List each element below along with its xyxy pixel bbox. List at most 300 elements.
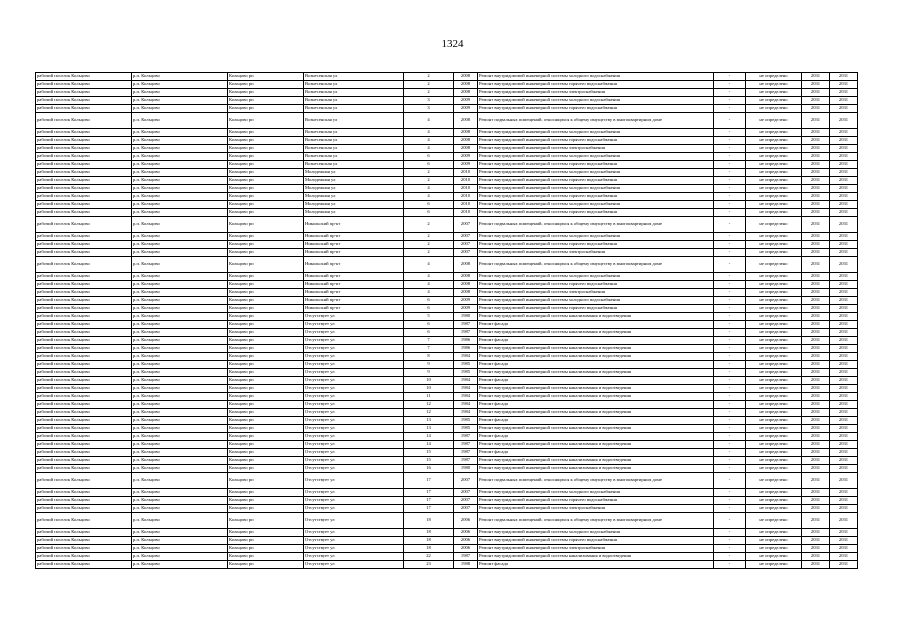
- street-cell: Отсутствует ул: [304, 505, 404, 513]
- municipality-cell: рабочий поселок Кольцово: [36, 97, 132, 105]
- cost-cell: не определено: [746, 337, 802, 345]
- plan-year-start-cell: 2031: [802, 105, 830, 113]
- plan-year-end-cell: 2031: [830, 345, 858, 353]
- work-type-cell: Ремонт подвальных помещений, относящихся к общему имуществу в многоквартирном доме: [478, 217, 714, 233]
- dash-cell: -: [714, 105, 746, 113]
- municipality-cell: рабочий поселок Кольцово: [36, 385, 132, 393]
- plan-year-start-cell: 2031: [802, 145, 830, 153]
- plan-year-start-cell: 2031: [802, 249, 830, 257]
- cost-cell: не определено: [746, 289, 802, 297]
- municipality-cell: рабочий поселок Кольцово: [36, 233, 132, 241]
- work-type-cell: Ремонт внутридомовой инженерной системы холодного водоснабжения: [478, 233, 714, 241]
- house-number-cell: 14: [404, 441, 454, 449]
- work-type-cell: Ремонт подвальных помещений, относящихся к общему имуществу в многоквартирном доме: [478, 473, 714, 489]
- settlement-cell: р.п. Кольцово: [132, 417, 228, 425]
- build-year-cell: 1986: [454, 337, 478, 345]
- plan-year-end-cell: 2031: [830, 473, 858, 489]
- dash-cell: -: [714, 129, 746, 137]
- build-year-cell: 1985: [454, 417, 478, 425]
- table-row: [36, 81, 858, 89]
- municipality-cell: рабочий поселок Кольцово: [36, 217, 132, 233]
- table-row: [36, 537, 858, 545]
- cost-cell: не определено: [746, 449, 802, 457]
- plan-year-end-cell: 2031: [830, 449, 858, 457]
- cost-cell: не определено: [746, 529, 802, 537]
- plan-year-end-cell: 2031: [830, 553, 858, 561]
- house-number-cell: 4: [404, 137, 454, 145]
- municipality-cell: рабочий поселок Кольцово: [36, 441, 132, 449]
- street-cell: Никольский пр-кт: [304, 305, 404, 313]
- locality-cell: Кольцово рп: [228, 329, 304, 337]
- cost-cell: не определено: [746, 321, 802, 329]
- registry-body: [36, 73, 858, 569]
- table-row: [36, 217, 858, 233]
- municipality-cell: рабочий поселок Кольцово: [36, 161, 132, 169]
- cost-cell: не определено: [746, 353, 802, 361]
- street-cell: Отсутствует ул: [304, 345, 404, 353]
- street-cell: Отсутствует ул: [304, 537, 404, 545]
- municipality-cell: рабочий поселок Кольцово: [36, 401, 132, 409]
- plan-year-end-cell: 2031: [830, 497, 858, 505]
- settlement-cell: р.п. Кольцово: [132, 449, 228, 457]
- locality-cell: Кольцово рп: [228, 537, 304, 545]
- settlement-cell: р.п. Кольцово: [132, 361, 228, 369]
- cost-cell: не определено: [746, 281, 802, 289]
- build-year-cell: 1987: [454, 457, 478, 465]
- work-type-cell: Ремонт фасада: [478, 417, 714, 425]
- table-row: [36, 113, 858, 129]
- municipality-cell: рабочий поселок Кольцово: [36, 425, 132, 433]
- plan-year-end-cell: 2031: [830, 289, 858, 297]
- house-number-cell: 4: [404, 257, 454, 273]
- cost-cell: не определено: [746, 193, 802, 201]
- work-type-cell: Ремонт внутридомовой инженерной системы канализования и водоотведения: [478, 369, 714, 377]
- work-type-cell: Ремонт внутридомовой инженерной системы канализования и водоотведения: [478, 345, 714, 353]
- house-number-cell: 6: [404, 161, 454, 169]
- table-row: [36, 441, 858, 449]
- plan-year-start-cell: 2031: [802, 345, 830, 353]
- settlement-cell: р.п. Кольцово: [132, 441, 228, 449]
- work-type-cell: Ремонт внутридомовой инженерной системы горячего водоснабжения: [478, 497, 714, 505]
- build-year-cell: 2006: [454, 513, 478, 529]
- build-year-cell: 2007: [454, 489, 478, 497]
- municipality-cell: рабочий поселок Кольцово: [36, 489, 132, 497]
- locality-cell: Кольцово рп: [228, 561, 304, 569]
- cost-cell: не определено: [746, 313, 802, 321]
- cost-cell: не определено: [746, 97, 802, 105]
- work-type-cell: Ремонт внутридомовой инженерной системы холодного водоснабжения: [478, 97, 714, 105]
- municipality-cell: рабочий поселок Кольцово: [36, 537, 132, 545]
- settlement-cell: р.п. Кольцово: [132, 297, 228, 305]
- street-cell: Отсутствует ул: [304, 393, 404, 401]
- dash-cell: -: [714, 505, 746, 513]
- settlement-cell: р.п. Кольцово: [132, 345, 228, 353]
- plan-year-start-cell: 2031: [802, 297, 830, 305]
- settlement-cell: р.п. Кольцово: [132, 377, 228, 385]
- build-year-cell: 2008: [454, 81, 478, 89]
- house-number-cell: 7: [404, 345, 454, 353]
- cost-cell: не определено: [746, 441, 802, 449]
- work-type-cell: Ремонт внутридомовой инженерной системы горячего водоснабжения: [478, 81, 714, 89]
- work-type-cell: Ремонт фасада: [478, 377, 714, 385]
- work-type-cell: Ремонт внутридомовой инженерной системы канализования и водоотведения: [478, 441, 714, 449]
- locality-cell: Кольцово рп: [228, 441, 304, 449]
- build-year-cell: 2008: [454, 281, 478, 289]
- dash-cell: -: [714, 73, 746, 81]
- cost-cell: не определено: [746, 377, 802, 385]
- cost-cell: не определено: [746, 425, 802, 433]
- dash-cell: -: [714, 273, 746, 281]
- cost-cell: не определено: [746, 545, 802, 553]
- settlement-cell: р.п. Кольцово: [132, 201, 228, 209]
- street-cell: Отсутствует ул: [304, 545, 404, 553]
- house-number-cell: 15: [404, 457, 454, 465]
- work-type-cell: Ремонт внутридомовой инженерной системы горячего водоснабжения: [478, 209, 714, 217]
- work-type-cell: Ремонт внутридомовой инженерной системы канализования и водоотведения: [478, 553, 714, 561]
- settlement-cell: р.п. Кольцово: [132, 113, 228, 129]
- cost-cell: не определено: [746, 361, 802, 369]
- cost-cell: не определено: [746, 89, 802, 97]
- street-cell: Вознесенская ул: [304, 161, 404, 169]
- street-cell: Молодежная ул: [304, 193, 404, 201]
- municipality-cell: рабочий поселок Кольцово: [36, 241, 132, 249]
- dash-cell: -: [714, 169, 746, 177]
- work-type-cell: Ремонт внутридомовой инженерной системы канализования и водоотведения: [478, 329, 714, 337]
- work-type-cell: Ремонт внутридомовой инженерной системы канализования и водоотведения: [478, 425, 714, 433]
- table-row: [36, 97, 858, 105]
- plan-year-start-cell: 2031: [802, 161, 830, 169]
- settlement-cell: р.п. Кольцово: [132, 73, 228, 81]
- cost-cell: не определено: [746, 177, 802, 185]
- cost-cell: не определено: [746, 249, 802, 257]
- plan-year-start-cell: 2031: [802, 193, 830, 201]
- plan-year-start-cell: 2031: [802, 537, 830, 545]
- work-type-cell: Ремонт внутридомовой инженерной системы электроснабжения: [478, 545, 714, 553]
- house-number-cell: 4: [404, 185, 454, 193]
- plan-year-start-cell: 2031: [802, 137, 830, 145]
- cost-cell: не определено: [746, 273, 802, 281]
- dash-cell: -: [714, 241, 746, 249]
- cost-cell: не определено: [746, 409, 802, 417]
- municipality-cell: рабочий поселок Кольцово: [36, 297, 132, 305]
- dash-cell: -: [714, 489, 746, 497]
- locality-cell: Кольцово рп: [228, 97, 304, 105]
- locality-cell: Кольцово рп: [228, 153, 304, 161]
- settlement-cell: р.п. Кольцово: [132, 353, 228, 361]
- table-row: [36, 457, 858, 465]
- locality-cell: Кольцово рп: [228, 169, 304, 177]
- work-type-cell: Ремонт внутридомовой инженерной системы канализования и водоотведения: [478, 409, 714, 417]
- street-cell: Вознесенская ул: [304, 153, 404, 161]
- plan-year-end-cell: 2031: [830, 385, 858, 393]
- table-row: [36, 489, 858, 497]
- settlement-cell: р.п. Кольцово: [132, 137, 228, 145]
- cost-cell: не определено: [746, 257, 802, 273]
- work-type-cell: Ремонт внутридомовой инженерной системы горячего водоснабжения: [478, 281, 714, 289]
- locality-cell: Кольцово рп: [228, 473, 304, 489]
- house-number-cell: 16: [404, 465, 454, 473]
- table-row: [36, 361, 858, 369]
- plan-year-start-cell: 2031: [802, 241, 830, 249]
- dash-cell: -: [714, 417, 746, 425]
- plan-year-start-cell: 2031: [802, 321, 830, 329]
- dash-cell: -: [714, 81, 746, 89]
- locality-cell: Кольцово рп: [228, 433, 304, 441]
- locality-cell: Кольцово рп: [228, 193, 304, 201]
- page-number: 1324: [441, 38, 464, 50]
- plan-year-start-cell: 2031: [802, 305, 830, 313]
- municipality-cell: рабочий поселок Кольцово: [36, 545, 132, 553]
- plan-year-start-cell: 2031: [802, 409, 830, 417]
- settlement-cell: р.п. Кольцово: [132, 457, 228, 465]
- locality-cell: Кольцово рп: [228, 513, 304, 529]
- table-row: [36, 305, 858, 313]
- settlement-cell: р.п. Кольцово: [132, 249, 228, 257]
- street-cell: Отсутствует ул: [304, 513, 404, 529]
- build-year-cell: 1985: [454, 369, 478, 377]
- dash-cell: -: [714, 369, 746, 377]
- build-year-cell: 2006: [454, 545, 478, 553]
- dash-cell: -: [714, 289, 746, 297]
- settlement-cell: р.п. Кольцово: [132, 513, 228, 529]
- work-type-cell: Ремонт внутридомовой инженерной системы канализования и водоотведения: [478, 457, 714, 465]
- settlement-cell: р.п. Кольцово: [132, 401, 228, 409]
- municipality-cell: рабочий поселок Кольцово: [36, 273, 132, 281]
- house-number-cell: 2: [404, 233, 454, 241]
- dash-cell: -: [714, 281, 746, 289]
- street-cell: Никольский пр-кт: [304, 217, 404, 233]
- build-year-cell: 1988: [454, 561, 478, 569]
- plan-year-start-cell: 2031: [802, 209, 830, 217]
- plan-year-end-cell: 2031: [830, 401, 858, 409]
- municipality-cell: рабочий поселок Кольцово: [36, 105, 132, 113]
- street-cell: Отсутствует ул: [304, 361, 404, 369]
- locality-cell: Кольцово рп: [228, 217, 304, 233]
- municipality-cell: рабочий поселок Кольцово: [36, 497, 132, 505]
- build-year-cell: 2010: [454, 201, 478, 209]
- dash-cell: -: [714, 185, 746, 193]
- dash-cell: -: [714, 497, 746, 505]
- plan-year-end-cell: 2031: [830, 73, 858, 81]
- street-cell: Вознесенская ул: [304, 81, 404, 89]
- locality-cell: Кольцово рп: [228, 393, 304, 401]
- table-row: [36, 209, 858, 217]
- dash-cell: -: [714, 385, 746, 393]
- house-number-cell: 17: [404, 489, 454, 497]
- municipality-cell: рабочий поселок Кольцово: [36, 209, 132, 217]
- municipality-cell: рабочий поселок Кольцово: [36, 257, 132, 273]
- plan-year-start-cell: 2031: [802, 129, 830, 137]
- dash-cell: -: [714, 377, 746, 385]
- repair-registry-table: [35, 72, 858, 569]
- locality-cell: Кольцово рп: [228, 273, 304, 281]
- settlement-cell: р.п. Кольцово: [132, 217, 228, 233]
- build-year-cell: 2008: [454, 137, 478, 145]
- plan-year-start-cell: 2031: [802, 361, 830, 369]
- cost-cell: не определено: [746, 417, 802, 425]
- plan-year-end-cell: 2031: [830, 409, 858, 417]
- street-cell: Отсутствует ул: [304, 425, 404, 433]
- table-row: [36, 201, 858, 209]
- dash-cell: -: [714, 249, 746, 257]
- plan-year-end-cell: 2031: [830, 441, 858, 449]
- settlement-cell: р.п. Кольцово: [132, 505, 228, 513]
- plan-year-start-cell: 2031: [802, 561, 830, 569]
- dash-cell: -: [714, 457, 746, 465]
- cost-cell: не определено: [746, 217, 802, 233]
- build-year-cell: 2006: [454, 529, 478, 537]
- plan-year-end-cell: 2031: [830, 329, 858, 337]
- work-type-cell: Ремонт внутридомовой инженерной системы холодного водоснабжения: [478, 169, 714, 177]
- table-row: [36, 153, 858, 161]
- plan-year-start-cell: 2031: [802, 497, 830, 505]
- municipality-cell: рабочий поселок Кольцово: [36, 369, 132, 377]
- locality-cell: Кольцово рп: [228, 417, 304, 425]
- house-number-cell: 9: [404, 369, 454, 377]
- house-number-cell: 5: [404, 313, 454, 321]
- work-type-cell: Ремонт внутридомовой инженерной системы электроснабжения: [478, 505, 714, 513]
- house-number-cell: 12: [404, 401, 454, 409]
- build-year-cell: 1985: [454, 361, 478, 369]
- municipality-cell: рабочий поселок Кольцово: [36, 457, 132, 465]
- plan-year-end-cell: 2031: [830, 129, 858, 137]
- house-number-cell: 7: [404, 337, 454, 345]
- cost-cell: не определено: [746, 401, 802, 409]
- settlement-cell: р.п. Кольцово: [132, 337, 228, 345]
- plan-year-end-cell: 2031: [830, 209, 858, 217]
- work-type-cell: Ремонт внутридомовой инженерной системы холодного водоснабжения: [478, 489, 714, 497]
- street-cell: Никольский пр-кт: [304, 289, 404, 297]
- table-row: [36, 257, 858, 273]
- work-type-cell: Ремонт внутридомовой инженерной системы канализования и водоотведения: [478, 313, 714, 321]
- plan-year-end-cell: 2031: [830, 193, 858, 201]
- plan-year-end-cell: 2031: [830, 305, 858, 313]
- cost-cell: не определено: [746, 209, 802, 217]
- work-type-cell: Ремонт внутридомовой инженерной системы горячего водоснабжения: [478, 105, 714, 113]
- dash-cell: -: [714, 305, 746, 313]
- plan-year-end-cell: 2031: [830, 393, 858, 401]
- municipality-cell: рабочий поселок Кольцово: [36, 337, 132, 345]
- settlement-cell: р.п. Кольцово: [132, 289, 228, 297]
- plan-year-start-cell: 2031: [802, 313, 830, 321]
- plan-year-start-cell: 2031: [802, 153, 830, 161]
- settlement-cell: р.п. Кольцово: [132, 185, 228, 193]
- work-type-cell: Ремонт внутридомовой инженерной системы горячего водоснабжения: [478, 241, 714, 249]
- plan-year-end-cell: 2031: [830, 505, 858, 513]
- table-row: [36, 369, 858, 377]
- house-number-cell: 2: [404, 169, 454, 177]
- plan-year-end-cell: 2031: [830, 369, 858, 377]
- build-year-cell: 2009: [454, 153, 478, 161]
- build-year-cell: 2010: [454, 177, 478, 185]
- dash-cell: -: [714, 393, 746, 401]
- build-year-cell: 2007: [454, 241, 478, 249]
- street-cell: Отсутствует ул: [304, 561, 404, 569]
- build-year-cell: 2006: [454, 537, 478, 545]
- plan-year-start-cell: 2031: [802, 457, 830, 465]
- table-row: [36, 129, 858, 137]
- table-row: [36, 545, 858, 553]
- build-year-cell: 1984: [454, 385, 478, 393]
- work-type-cell: Ремонт подвальных помещений, относящихся к общему имуществу в многоквартирном доме: [478, 513, 714, 529]
- dash-cell: -: [714, 401, 746, 409]
- locality-cell: Кольцово рп: [228, 353, 304, 361]
- table-row: [36, 473, 858, 489]
- work-type-cell: Ремонт фасада: [478, 401, 714, 409]
- street-cell: Отсутствует ул: [304, 465, 404, 473]
- plan-year-end-cell: 2031: [830, 561, 858, 569]
- table-row: [36, 297, 858, 305]
- locality-cell: Кольцово рп: [228, 545, 304, 553]
- house-number-cell: 6: [404, 209, 454, 217]
- table-row: [36, 185, 858, 193]
- locality-cell: Кольцово рп: [228, 505, 304, 513]
- house-number-cell: 2: [404, 249, 454, 257]
- plan-year-start-cell: 2031: [802, 89, 830, 97]
- dash-cell: -: [714, 153, 746, 161]
- build-year-cell: 1985: [454, 425, 478, 433]
- plan-year-start-cell: 2031: [802, 169, 830, 177]
- municipality-cell: рабочий поселок Кольцово: [36, 177, 132, 185]
- plan-year-end-cell: 2031: [830, 353, 858, 361]
- plan-year-start-cell: 2031: [802, 353, 830, 361]
- plan-year-end-cell: 2031: [830, 537, 858, 545]
- locality-cell: Кольцово рп: [228, 425, 304, 433]
- build-year-cell: 1987: [454, 321, 478, 329]
- plan-year-end-cell: 2031: [830, 185, 858, 193]
- street-cell: Вознесенская ул: [304, 89, 404, 97]
- cost-cell: не определено: [746, 233, 802, 241]
- table-row: [36, 553, 858, 561]
- locality-cell: Кольцово рп: [228, 257, 304, 273]
- municipality-cell: рабочий поселок Кольцово: [36, 129, 132, 137]
- house-number-cell: 13: [404, 425, 454, 433]
- house-number-cell: 10: [404, 385, 454, 393]
- cost-cell: не определено: [746, 369, 802, 377]
- plan-year-start-cell: 2031: [802, 473, 830, 489]
- work-type-cell: Ремонт внутридомовой инженерной системы электроснабжения: [478, 249, 714, 257]
- plan-year-end-cell: 2031: [830, 529, 858, 537]
- house-number-cell: 17: [404, 497, 454, 505]
- settlement-cell: р.п. Кольцово: [132, 241, 228, 249]
- cost-cell: не определено: [746, 385, 802, 393]
- locality-cell: Кольцово рп: [228, 113, 304, 129]
- dash-cell: -: [714, 329, 746, 337]
- street-cell: Молодежная ул: [304, 201, 404, 209]
- dash-cell: -: [714, 257, 746, 273]
- table-row: [36, 393, 858, 401]
- plan-year-start-cell: 2031: [802, 217, 830, 233]
- street-cell: Вознесенская ул: [304, 137, 404, 145]
- settlement-cell: р.п. Кольцово: [132, 321, 228, 329]
- plan-year-start-cell: 2031: [802, 329, 830, 337]
- table-row: [36, 249, 858, 257]
- table-row: [36, 337, 858, 345]
- house-number-cell: 11: [404, 393, 454, 401]
- house-number-cell: 2: [404, 217, 454, 233]
- cost-cell: не определено: [746, 145, 802, 153]
- municipality-cell: рабочий поселок Кольцово: [36, 113, 132, 129]
- plan-year-start-cell: 2031: [802, 385, 830, 393]
- settlement-cell: р.п. Кольцово: [132, 409, 228, 417]
- locality-cell: Кольцово рп: [228, 377, 304, 385]
- table-row: [36, 465, 858, 473]
- plan-year-end-cell: 2031: [830, 177, 858, 185]
- street-cell: Вознесенская ул: [304, 105, 404, 113]
- house-number-cell: 2: [404, 73, 454, 81]
- house-number-cell: 3: [404, 105, 454, 113]
- build-year-cell: 2008: [454, 73, 478, 81]
